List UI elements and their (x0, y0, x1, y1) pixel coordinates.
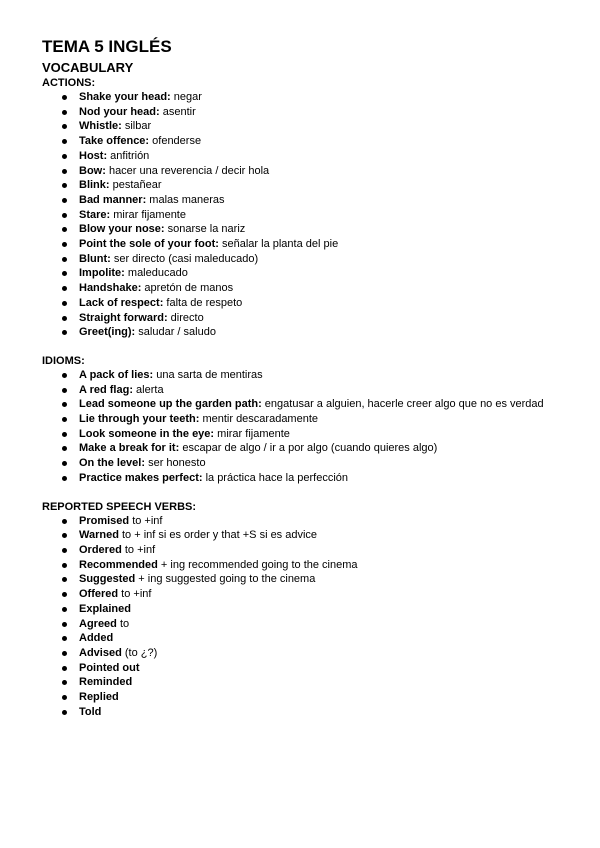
list-item (61, 383, 582, 398)
list-item-definition: ser honesto (145, 457, 206, 470)
list-item (61, 661, 582, 676)
list-item-term: Lack of respect: (79, 296, 164, 309)
list-item (61, 587, 582, 602)
list-item (61, 617, 582, 632)
list-item-definition: apretón de manos (141, 282, 234, 295)
list-item (61, 208, 582, 223)
list-item (61, 558, 582, 573)
list-item-term: Advised (79, 646, 122, 659)
list-item-term: Warned (79, 529, 119, 542)
list-item (61, 134, 582, 149)
page-title: TEMA 5 INGLÉS (42, 37, 172, 56)
actions-list (42, 90, 582, 340)
list-item-term: Suggested (79, 573, 136, 586)
vocabulary-heading: VOCABULARY (42, 60, 134, 75)
list-item-term: Bad manner: (79, 193, 147, 206)
list-item-definition: directo (167, 311, 204, 324)
list-item (61, 528, 582, 543)
list-item-definition: anfitrión (107, 149, 150, 162)
list-item-term: Practice makes perfect: (79, 471, 203, 484)
list-item-definition: to + inf si es order y that +S si es advice (118, 529, 318, 542)
list-item-definition: mirar fijamente (214, 427, 290, 440)
list-item-definition: ofenderse (149, 135, 202, 148)
list-item-term: Greet(ing): (79, 326, 136, 339)
list-item-definition: escapar de algo / ir a por algo (cuando quieres algo) (179, 442, 438, 455)
list-item-definition: to +inf (121, 543, 156, 556)
list-item-term: Told (79, 705, 102, 718)
list-item (61, 368, 582, 383)
list-item (61, 237, 582, 252)
list-item-term: Make a break for it: (79, 442, 180, 455)
list-item-term: Point the sole of your foot: (79, 238, 219, 251)
list-item-definition: negar (170, 91, 202, 103)
list-item-definition: falta de respeto (163, 296, 243, 309)
reported-speech-label: REPORTED SPEECH VERBS: (42, 500, 197, 513)
list-item (61, 222, 582, 237)
list-item-term: Replied (79, 691, 119, 704)
list-item (61, 325, 582, 340)
list-item-term: Agreed (79, 617, 117, 630)
list-item (61, 296, 582, 311)
list-item-definition: una sarta de mentiras (153, 368, 263, 381)
list-item (61, 705, 582, 720)
list-item-definition: to +inf (118, 588, 152, 601)
list-item-term: A red flag: (79, 383, 133, 396)
list-item-term: Added (79, 632, 114, 645)
list-item-definition: sonarse la nariz (164, 223, 246, 236)
list-item (61, 690, 582, 705)
list-item-definition: mentir descaradamente (199, 413, 319, 426)
list-item-term: Nod your head: (79, 105, 160, 118)
list-item-term: Stare: (79, 208, 111, 221)
list-item-definition: (to ¿?) (121, 646, 158, 659)
list-item (61, 105, 582, 120)
list-item-definition: mirar fijamente (110, 208, 186, 221)
list-item-definition: engatusar a alguien, hacerle creer algo que no es verdad (261, 398, 544, 411)
list-item (61, 193, 582, 208)
list-item-term: Lead someone up the garden path: (79, 398, 262, 411)
list-item (61, 427, 582, 442)
list-item-term: A pack of lies: (79, 368, 154, 381)
list-item-definition: pestañear (109, 179, 162, 192)
list-item (61, 456, 582, 471)
list-item-term: Take offence: (79, 135, 150, 148)
list-item (61, 514, 582, 529)
list-item-term: Handshake: (79, 282, 142, 295)
list-item-term: Recommended (79, 558, 158, 571)
list-item-term: On the level: (79, 457, 146, 470)
list-item-definition: to +inf (129, 514, 163, 527)
list-item-term: Ordered (79, 543, 122, 556)
list-item-term: Promised (79, 514, 130, 527)
idioms-list (42, 368, 582, 486)
list-item-term: Whistle: (79, 120, 122, 133)
list-item-term: Straight forward: (79, 311, 168, 324)
list-item (61, 266, 582, 281)
list-item-definition: saludar / saludo (135, 326, 216, 339)
list-item-term: Reminded (79, 676, 133, 689)
list-item-term: Explained (79, 602, 131, 615)
list-item (61, 543, 582, 558)
list-item-definition: malas maneras (146, 193, 225, 206)
list-item (61, 646, 582, 661)
actions-label: ACTIONS: (42, 77, 96, 89)
list-item (61, 164, 582, 179)
list-item-definition: hacer una reverencia / decir hola (105, 164, 270, 177)
idioms-label: IDIOMS: (42, 354, 85, 367)
list-item (61, 572, 582, 587)
list-item-definition: to (116, 617, 130, 630)
list-item (61, 441, 582, 456)
list-item-term: Shake your head: (79, 91, 171, 103)
list-item-term: Lie through your teeth: (79, 413, 200, 426)
list-item-definition: señalar la planta del pie (218, 238, 339, 251)
reported-speech-list (42, 514, 582, 720)
document-content (42, 36, 582, 719)
list-item (61, 471, 582, 486)
list-item (61, 631, 582, 646)
list-item (61, 90, 582, 105)
list-item-definition: asentir (159, 105, 196, 118)
list-item-definition: maleducado (124, 267, 188, 280)
list-item (61, 311, 582, 326)
list-item-definition: alerta (133, 383, 164, 396)
list-item-term: Blow your nose: (79, 223, 165, 236)
list-item-term: Pointed out (79, 661, 140, 674)
list-item (61, 602, 582, 617)
list-item (61, 252, 582, 267)
list-item (61, 675, 582, 690)
list-item (61, 281, 582, 296)
list-item-term: Blunt: (79, 252, 111, 265)
list-item (61, 397, 582, 412)
list-item-term: Offered (79, 588, 119, 601)
list-item-definition: + ing recommended going to the cinema (157, 558, 358, 571)
list-item-term: Look someone in the eye: (79, 427, 215, 440)
list-item-term: Bow: (79, 164, 106, 177)
list-item-term: Host: (79, 149, 108, 162)
list-item-definition: la práctica hace la perfección (202, 471, 349, 484)
list-item (61, 149, 582, 164)
list-item-term: Blink: (79, 179, 110, 192)
list-item (61, 119, 582, 134)
list-item-definition: + ing suggested going to the cinema (135, 573, 316, 586)
list-item-definition: ser directo (casi maleducado) (110, 252, 259, 265)
list-item (61, 178, 582, 193)
list-item (61, 412, 582, 427)
list-item-definition: silbar (121, 120, 152, 133)
list-item-term: Impolite: (79, 267, 125, 280)
